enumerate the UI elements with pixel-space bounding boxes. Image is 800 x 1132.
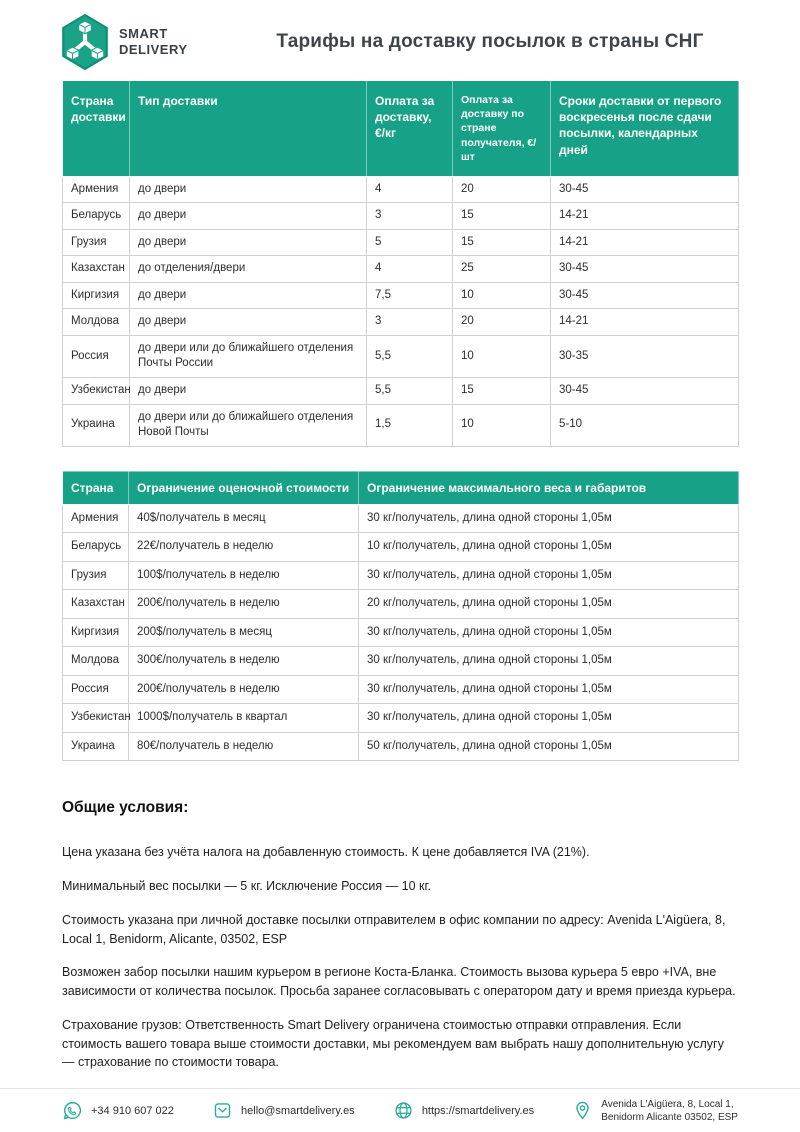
table-cell: до двери bbox=[130, 377, 367, 404]
brand-name-line2: DELIVERY bbox=[119, 42, 188, 57]
table-row bbox=[63, 561, 739, 590]
footer-website[interactable] bbox=[393, 1100, 534, 1121]
table-row bbox=[63, 176, 739, 203]
smart-delivery-hexagon-icon bbox=[60, 14, 110, 70]
location-pin-icon bbox=[572, 1100, 593, 1121]
table-cell: до двери bbox=[130, 176, 367, 203]
table-cell: 1000$/получатель в квартал bbox=[129, 704, 359, 733]
table-row bbox=[63, 335, 739, 377]
table-cell: 80€/получатель в неделю bbox=[129, 732, 359, 761]
table-cell: 30-45 bbox=[551, 282, 739, 309]
table-cell: до двери bbox=[130, 229, 367, 256]
table-cell: Узбекистан bbox=[63, 377, 130, 404]
table-cell: Узбекистан bbox=[63, 704, 129, 733]
footer-address-line1: Avenida L'Aigüera, 8, Local 1, bbox=[601, 1098, 734, 1110]
table-cell: 10 bbox=[453, 404, 551, 446]
envelope-icon bbox=[212, 1100, 233, 1121]
table-cell: 5,5 bbox=[367, 335, 453, 377]
table-cell: Беларусь bbox=[63, 203, 130, 230]
table-cell: 20 кг/получатель, длина одной стороны 1,05м bbox=[359, 590, 739, 619]
table-cell: 3 bbox=[367, 309, 453, 336]
table-cell: 30-35 bbox=[551, 335, 739, 377]
table-cell: 20 bbox=[453, 309, 551, 336]
table-cell: 5,5 bbox=[367, 377, 453, 404]
table-cell: 30 кг/получатель, длина одной стороны 1,05м bbox=[359, 675, 739, 704]
table-row bbox=[63, 618, 739, 647]
table-row bbox=[63, 256, 739, 283]
table-cell: 20 bbox=[453, 176, 551, 203]
table-cell: Беларусь bbox=[63, 533, 129, 562]
table-row bbox=[63, 404, 739, 446]
table-cell: 5-10 bbox=[551, 404, 739, 446]
condition-paragraph: Страхование грузов: Ответственность Smart Delivery ограничена стоимостью отправки отправления. Если стоимость вашего товара выше стоимости доставки, мы рекомендуем вам выбрать нашу дополнительную услугу — страхование по стоимости товара. bbox=[62, 1017, 724, 1070]
whatsapp-icon bbox=[62, 1100, 83, 1121]
table-cell: до двери bbox=[130, 282, 367, 309]
table-cell: Грузия bbox=[63, 229, 130, 256]
table-cell: 4 bbox=[367, 256, 453, 283]
table-cell: Казахстан bbox=[63, 256, 130, 283]
table-cell: до двери или до ближайшего отделения Почты России bbox=[130, 335, 367, 377]
table-row bbox=[63, 647, 739, 676]
table-cell: 14-21 bbox=[551, 229, 739, 256]
brand-logo bbox=[60, 14, 240, 70]
column-header: Ограничение оценочной стоимости bbox=[129, 471, 359, 504]
footer-phone-text: +34 910 607 022 bbox=[91, 1104, 174, 1117]
table-cell: 10 кг/получатель, длина одной стороны 1,05м bbox=[359, 533, 739, 562]
table-row bbox=[63, 675, 739, 704]
table-cell: Армения bbox=[63, 504, 129, 533]
table-cell: Грузия bbox=[63, 561, 129, 590]
table-cell: 15 bbox=[453, 229, 551, 256]
table-cell: Киргизия bbox=[63, 282, 130, 309]
table-cell: 200€/получатель в неделю bbox=[129, 590, 359, 619]
table-row bbox=[63, 377, 739, 404]
table-cell: 30 кг/получатель, длина одной стороны 1,05м bbox=[359, 647, 739, 676]
table-cell: до двери bbox=[130, 309, 367, 336]
table-cell: Молдова bbox=[63, 647, 129, 676]
table-cell: 15 bbox=[453, 377, 551, 404]
table-cell: 30-45 bbox=[551, 377, 739, 404]
table-cell: до двери bbox=[130, 203, 367, 230]
table-cell: 30 кг/получатель, длина одной стороны 1,05м bbox=[359, 618, 739, 647]
table-cell: до отделения/двери bbox=[130, 256, 367, 283]
table-row bbox=[63, 732, 739, 761]
table-cell: 15 bbox=[453, 203, 551, 230]
table-cell: 30 кг/получатель, длина одной стороны 1,05м bbox=[359, 704, 739, 733]
footer-website-text: https://smartdelivery.es bbox=[421, 1104, 535, 1117]
condition-paragraph: Стоимость указана при личной доставке посылки отправителем в офис компании по адресу: Avenida L'Aigüera, 8, Local 1, Benidorm, Alicante, 03502, ESP bbox=[62, 912, 726, 946]
column-header: Страна bbox=[63, 471, 129, 504]
table-cell: 200€/получатель в неделю bbox=[129, 675, 359, 704]
table-cell: Украина bbox=[63, 732, 129, 761]
table-cell: Армения bbox=[63, 176, 130, 203]
table-cell: Россия bbox=[63, 335, 130, 377]
table-cell: 5 bbox=[367, 229, 453, 256]
column-header: Страна доставки bbox=[63, 81, 130, 177]
general-conditions-section bbox=[62, 799, 738, 1106]
footer-address bbox=[572, 1098, 738, 1124]
table-cell: 100$/получатель в неделю bbox=[129, 561, 359, 590]
table-row bbox=[63, 533, 739, 562]
page-title: Тарифы на доставку посылок в страны СНГ bbox=[276, 31, 704, 52]
table-row bbox=[63, 590, 739, 619]
globe-icon bbox=[393, 1100, 414, 1121]
table-cell: 14-21 bbox=[551, 309, 739, 336]
table-cell: 1,5 bbox=[367, 404, 453, 446]
condition-paragraph: Цена указана без учёта налога на добавленную стоимость. К цене добавляется IVA (21%). bbox=[62, 845, 590, 860]
column-header: Тип доставки bbox=[130, 81, 367, 177]
rates-table bbox=[62, 80, 739, 447]
footer-phone[interactable] bbox=[62, 1100, 174, 1121]
table-cell: 50 кг/получатель, длина одной стороны 1,05м bbox=[359, 732, 739, 761]
table-cell: 22€/получатель в неделю bbox=[129, 533, 359, 562]
table-cell: до двери или до ближайшего отделения Новой Почты bbox=[130, 404, 367, 446]
table-cell: 30-45 bbox=[551, 256, 739, 283]
brand-name bbox=[119, 26, 188, 59]
conditions-heading: Общие условия: bbox=[62, 799, 189, 817]
table-cell: Киргизия bbox=[63, 618, 129, 647]
condition-paragraph: Минимальный вес посылки — 5 кг. Исключение Россия — 10 кг. bbox=[62, 879, 431, 894]
table-cell: 30 кг/получатель, длина одной стороны 1,05м bbox=[359, 504, 739, 533]
table-cell: 300€/получатель в неделю bbox=[129, 647, 359, 676]
table-cell: 3 bbox=[367, 203, 453, 230]
table-cell: 200$/получатель в месяц bbox=[129, 618, 359, 647]
brand-name-line1: SMART bbox=[119, 25, 168, 41]
rates-table-header-row bbox=[63, 81, 739, 177]
table-row bbox=[63, 229, 739, 256]
table-row bbox=[63, 309, 739, 336]
table-row bbox=[63, 504, 739, 533]
limits-table bbox=[62, 471, 739, 762]
table-cell: 10 bbox=[453, 282, 551, 309]
footer-email[interactable] bbox=[212, 1100, 355, 1121]
table-cell: Украина bbox=[63, 404, 130, 446]
table-cell: Молдова bbox=[63, 309, 130, 336]
table-cell: Казахстан bbox=[63, 590, 129, 619]
table-cell: 30-45 bbox=[551, 176, 739, 203]
column-header: Оплата за доставку по стране получателя, €/шт bbox=[453, 81, 551, 177]
column-header: Сроки доставки от первого воскресенья после сдачи посылки, календарных дней bbox=[551, 81, 739, 177]
footer bbox=[0, 1088, 800, 1132]
header bbox=[0, 0, 800, 72]
footer-address-line2: Benidorm Alicante 03502, ESP bbox=[601, 1111, 738, 1123]
footer-address-text bbox=[601, 1098, 738, 1124]
footer-email-text: hello@smartdelivery.es bbox=[241, 1104, 355, 1117]
table-cell: 10 bbox=[453, 335, 551, 377]
condition-paragraph: Возможен забор посылки нашим курьером в регионе Коста-Бланка. Стоимость вызова курьера 5 евро +IVA, вне зависимости от количества посылок. Просьба заранее согласовывать с оператором дату и время приезда курьера. bbox=[62, 965, 736, 999]
table-row bbox=[63, 282, 739, 309]
column-header: Ограничение максимального веса и габаритов bbox=[359, 471, 739, 504]
table-cell: 14-21 bbox=[551, 203, 739, 230]
table-row bbox=[63, 704, 739, 733]
table-cell: 4 bbox=[367, 176, 453, 203]
table-cell: 30 кг/получатель, длина одной стороны 1,05м bbox=[359, 561, 739, 590]
table-cell: 7,5 bbox=[367, 282, 453, 309]
table-row bbox=[63, 203, 739, 230]
column-header: Оплата за доставку, €/кг bbox=[367, 81, 453, 177]
content bbox=[0, 80, 800, 1106]
table-cell: Россия bbox=[63, 675, 129, 704]
limits-table-header-row bbox=[63, 471, 739, 504]
table-cell: 40$/получатель в месяц bbox=[129, 504, 359, 533]
table-cell: 25 bbox=[453, 256, 551, 283]
